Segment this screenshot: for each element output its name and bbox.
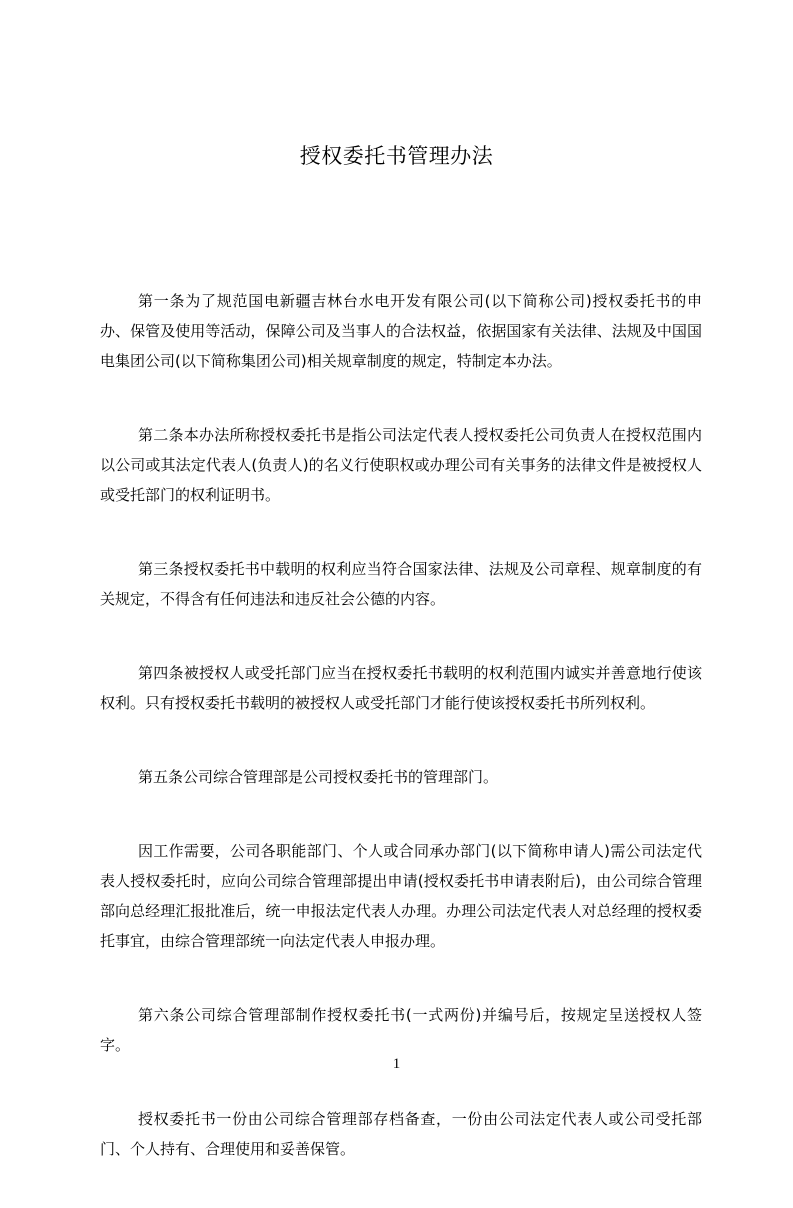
article-1-paragraph: 第一条为了规范国电新疆吉林台水电开发有限公司(以下简称公司)授权委托书的申办、保管及使用等活动，保障公司及当事人的合法权益，依据国家有关法律、法规及中国国电集团公司(以下简称集团公司)相关规章制度的规定，特制定本办法。 [100,292,702,370]
article-6-paragraph: 第六条公司综合管理部制作授权委托书(一式两份)并编号后，按规定呈送授权人签字。 [100,1006,702,1054]
article-4-paragraph: 第四条被授权人或受托部门应当在授权委托书载明的权利范围内诚实并善意地行使该权利。只有授权委托书载明的被授权人或受托部门才能行使该授权委托书所列权利。 [100,664,702,712]
article-5-detail-paragraph: 因工作需要，公司各职能部门、个人或合同承办部门(以下简称申请人)需公司法定代表人授权委托时，应向公司综合管理部提出申请(授权委托书申请表附后)，由公司综合管理部向总经理汇报批准后，统一申报法定代表人办理。办理公司法定代表人对总经理的授权委托事宜，由综合管理部统一向法定代表人申报办理。 [100,842,702,950]
article-3-paragraph: 第三条授权委托书中载明的权利应当符合国家法律、法规及公司章程、规章制度的有关规定，不得含有任何违法和违反社会公德的内容。 [100,560,702,608]
article-2-paragraph: 第二条本办法所称授权委托书是指公司法定代表人授权委托公司负责人在授权范围内以公司或其法定代表人(负责人)的名义行使职权或办理公司有关事务的法律文件是被授权人或受托部门的权利证明书。 [100,426,702,504]
article-5-paragraph: 第五条公司综合管理部是公司授权委托书的管理部门。 [138,768,499,786]
article-6-detail-paragraph: 授权委托书一份由公司综合管理部存档备查，一份由公司法定代表人或公司受托部门、个人持有、合理使用和妥善保管。 [100,1110,702,1158]
document-title: 授权委托书管理办法 [299,144,494,168]
page-number: 1 [392,1056,401,1072]
